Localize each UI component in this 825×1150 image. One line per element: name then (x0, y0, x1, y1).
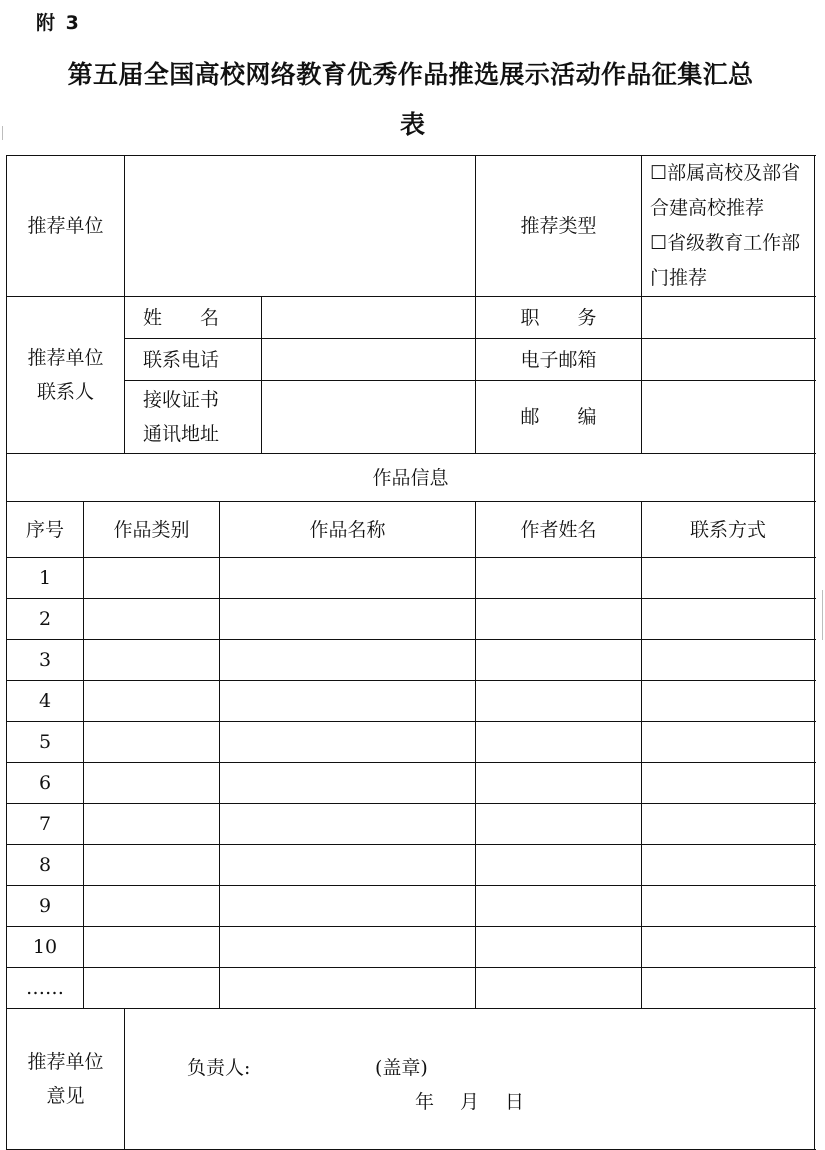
checkbox-icon[interactable]: ☐ (650, 232, 668, 254)
table-row (7, 886, 815, 927)
postcode-field[interactable] (642, 381, 815, 454)
contact-section-label-line2: 联系人 (37, 381, 95, 403)
position-label-a: 职 (520, 306, 540, 329)
summary-form-table (6, 155, 815, 1150)
cell-category[interactable] (84, 722, 220, 763)
cell-title[interactable] (220, 927, 476, 968)
table-row (7, 927, 815, 968)
table-row (7, 558, 815, 599)
postcode-label-b: 编 (577, 406, 597, 428)
type-option-2-label: 省级教育工作部门推荐 (650, 232, 801, 289)
cell-title[interactable] (220, 640, 476, 681)
contact-phone-row (7, 339, 815, 381)
works-header-row (7, 502, 815, 558)
table-row (7, 804, 815, 845)
cell-author[interactable] (476, 640, 642, 681)
contact-address-row (7, 381, 815, 454)
opinion-row (7, 1009, 815, 1150)
col-header-author: 作者姓名 (476, 502, 642, 558)
postcode-label (476, 381, 642, 454)
row-index: 5 (7, 722, 84, 763)
table-row (7, 763, 815, 804)
cell-author[interactable] (476, 681, 642, 722)
address-label-line2: 通讯地址 (143, 423, 220, 445)
col-header-index: 序号 (7, 502, 84, 558)
recommend-type-label: 推荐类型 (476, 156, 642, 297)
date-year: 年 (415, 1091, 435, 1113)
cell-category[interactable] (84, 804, 220, 845)
col-header-contact: 联系方式 (642, 502, 815, 558)
table-row (7, 599, 815, 640)
opinion-label (7, 1009, 125, 1150)
cell-author[interactable] (476, 763, 642, 804)
recommend-type-options (642, 156, 815, 297)
row-index: 2 (7, 599, 84, 640)
opinion-label-line1: 推荐单位 (27, 1051, 104, 1073)
position-label-b: 务 (577, 306, 597, 329)
page-title-continued: 表 (399, 110, 425, 139)
cell-title[interactable] (220, 804, 476, 845)
cell-title[interactable] (220, 681, 476, 722)
right-edge-mark (822, 590, 823, 640)
cell-title[interactable] (220, 886, 476, 927)
cell-author[interactable] (476, 558, 642, 599)
contact-name-row (7, 297, 815, 339)
type-option-2[interactable] (650, 226, 814, 296)
recommend-row (7, 156, 815, 297)
col-header-category: 作品类别 (84, 502, 220, 558)
table-row (7, 722, 815, 763)
cell-author[interactable] (476, 845, 642, 886)
cell-author[interactable] (476, 886, 642, 927)
left-edge-mark (2, 126, 3, 140)
stamp-label: (盖章) (375, 1057, 428, 1079)
cell-category[interactable] (84, 558, 220, 599)
cell-category[interactable] (84, 681, 220, 722)
opinion-signature-area[interactable] (125, 1009, 815, 1150)
works-section-title: 作品信息 (7, 454, 815, 502)
recommend-unit-field[interactable] (125, 156, 476, 297)
table-row (7, 640, 815, 681)
date-month: 月 (460, 1091, 480, 1113)
cell-author[interactable] (476, 722, 642, 763)
cell-contact[interactable] (642, 640, 815, 681)
postcode-label-a: 邮 (520, 406, 540, 428)
type-option-1[interactable] (650, 156, 814, 226)
contact-section-label (7, 297, 125, 454)
phone-field[interactable] (262, 339, 476, 381)
cell-title[interactable] (220, 722, 476, 763)
position-label (476, 297, 642, 339)
name-label (125, 297, 262, 339)
cell-author[interactable] (476, 968, 642, 1009)
cell-author[interactable] (476, 804, 642, 845)
responsible-person-label: 负责人: (187, 1057, 251, 1079)
row-index: 4 (7, 681, 84, 722)
email-label: 电子邮箱 (476, 339, 642, 381)
cell-category[interactable] (84, 599, 220, 640)
cell-contact[interactable] (642, 558, 815, 599)
type-option-1-label: 部属高校及部省合建高校推荐 (650, 162, 801, 219)
cell-category[interactable] (84, 968, 220, 1009)
row-index: 3 (7, 640, 84, 681)
cell-category[interactable] (84, 927, 220, 968)
cell-title[interactable] (220, 763, 476, 804)
cell-title[interactable] (220, 599, 476, 640)
page-title: 第五届全国高校网络教育优秀作品推选展示活动作品征集汇总 (67, 60, 754, 89)
date-day: 日 (505, 1091, 525, 1113)
cell-contact[interactable] (642, 968, 815, 1009)
address-field[interactable] (262, 381, 476, 454)
table-row (7, 968, 815, 1009)
position-field[interactable] (642, 297, 815, 339)
opinion-label-line2: 意见 (46, 1085, 85, 1107)
name-label-a: 姓 (143, 306, 163, 329)
cell-category[interactable] (84, 886, 220, 927)
row-index-ellipsis: …… (7, 968, 84, 1009)
row-index: 6 (7, 763, 84, 804)
cell-contact[interactable] (642, 681, 815, 722)
cell-contact[interactable] (642, 927, 815, 968)
table-row (7, 845, 815, 886)
address-label (125, 381, 262, 454)
cell-category[interactable] (84, 763, 220, 804)
cell-contact[interactable] (642, 804, 815, 845)
row-index: 1 (7, 558, 84, 599)
cell-category[interactable] (84, 845, 220, 886)
name-label-b: 名 (200, 306, 220, 329)
email-field[interactable] (642, 339, 815, 381)
cell-title[interactable] (220, 845, 476, 886)
row-index: 7 (7, 804, 84, 845)
row-index: 8 (7, 845, 84, 886)
cell-contact[interactable] (642, 763, 815, 804)
col-header-title: 作品名称 (220, 502, 476, 558)
cell-category[interactable] (84, 640, 220, 681)
cell-author[interactable] (476, 927, 642, 968)
works-section-row (7, 454, 815, 502)
recommend-unit-label: 推荐单位 (7, 156, 125, 297)
name-field[interactable] (262, 297, 476, 339)
phone-label: 联系电话 (125, 339, 262, 381)
cell-contact[interactable] (642, 886, 815, 927)
attachment-label: 附 3 (36, 12, 81, 34)
cell-title[interactable] (220, 968, 476, 1009)
row-index: 9 (7, 886, 84, 927)
cell-contact[interactable] (642, 599, 815, 640)
signature-date (415, 1085, 524, 1119)
checkbox-icon[interactable]: ☐ (650, 162, 668, 184)
cell-contact[interactable] (642, 845, 815, 886)
row-index: 10 (7, 927, 84, 968)
address-label-line1: 接收证书 (143, 389, 220, 411)
cell-title[interactable] (220, 558, 476, 599)
cell-contact[interactable] (642, 722, 815, 763)
cell-author[interactable] (476, 599, 642, 640)
contact-section-label-line1: 推荐单位 (27, 347, 104, 369)
table-row (7, 681, 815, 722)
